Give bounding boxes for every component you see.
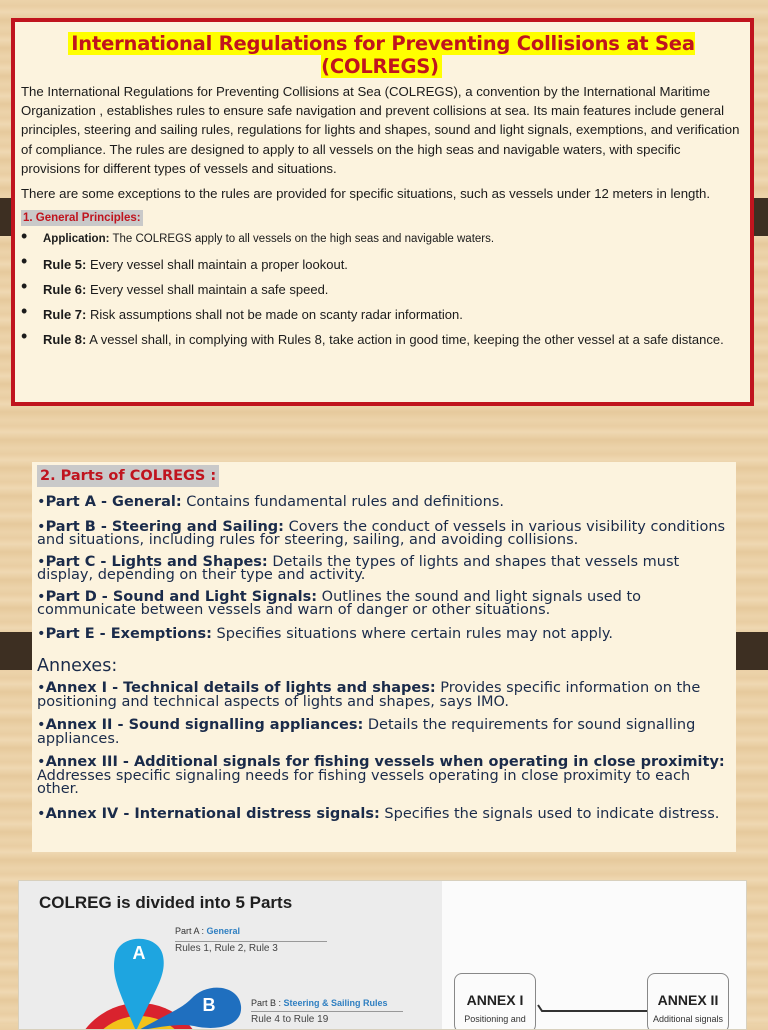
part-label: Part D - Sound and Light Signals: <box>45 588 318 605</box>
rule-text: A vessel shall, in complying with Rules 8, take action in good time, keeping the other vessel at a safe distance. <box>86 332 724 348</box>
page-title: International Regulations for Preventing Collisions at Sea (COLREGS) <box>68 32 695 78</box>
rule-text: Risk assumptions shall not be made on scanty radar information. <box>86 307 463 323</box>
rule-item-application <box>21 230 742 249</box>
intro-paragraph: The International Regulations for Preventing Collisions at Sea (COLREGS), a convention by the International Maritime Organization , establishes rules to ensure safe navigation and prevent collisions at sea. Its main features include general principles, steering and sailing rules, regulations for lights and shapes, sound and light signals, exemptions, and verification of compliance. The rules are designed to apply to all vessels on the high seas and navigable waters, with specific provisions for different types of vessels and situations. <box>21 84 740 176</box>
diagram-left-panel <box>19 881 442 1030</box>
letter-a: A <box>132 943 146 963</box>
colregs-parts-panel <box>32 462 736 852</box>
part-b-label <box>251 998 388 1008</box>
rule-label: Application: <box>43 233 110 246</box>
annex-text: Details the requirements for sound signalling appliances. <box>37 717 696 747</box>
part-text: Specifies situations where certain rules may not apply. <box>211 625 614 642</box>
annex-label: Annex IV - International distress signals: <box>45 805 380 822</box>
rules-list <box>21 230 742 349</box>
letter-b: B <box>202 995 216 1015</box>
annex-item-3: •Annex III - Additional signals for fishing vessels when operating in close proximity: Addresses specific signaling needs for fishing vessels operating in close proximity to each other. <box>37 754 725 797</box>
annex-item-2: •Annex II - Sound signalling appliances: Details the requirements for sound signalling appliances. <box>37 717 696 747</box>
rule-text: Every vessel shall maintain a proper lookout. <box>86 257 348 273</box>
annex-text: Addresses specific signaling needs for fishing vessels operating in close proximity to each other. <box>37 767 691 797</box>
part-a-prefix: Part A : <box>175 926 207 936</box>
rule-label: Rule 6: <box>43 282 87 298</box>
general-principles-heading: 1. General Principles: <box>23 212 141 225</box>
part-b-rules: Rule 4 to Rule 19 <box>251 1014 329 1025</box>
annex-1-title: ANNEX I <box>466 992 524 1008</box>
rule-item-8 <box>21 330 742 349</box>
part-a-name: General <box>206 926 241 936</box>
part-label: Part B - Steering and Sailing: <box>45 518 284 535</box>
annex-item-1: •Annex I - Technical details of lights and shapes: Provides specific information on the positioning and technical aspects of lights and shapes, says IMO. <box>37 680 701 710</box>
diagram-right-panel <box>442 881 746 1030</box>
annex-text: Provides specific information on the positioning and technical aspects of lights and shapes, says IMO. <box>37 680 701 710</box>
part-label: Part A - General: <box>45 494 182 510</box>
rule-label: Rule 7: <box>43 307 87 323</box>
rule-item-5 <box>21 255 742 274</box>
part-a-label <box>175 926 240 936</box>
rule-text: Every vessel shall maintain a safe speed. <box>86 282 329 298</box>
part-item-a: •Part A - General: Contains fundamental rules and definitions. <box>37 494 504 510</box>
part-item-b: •Part B - Steering and Sailing: Covers the conduct of vessels in various visibility conditions and situations, including rules for steering, sailing, and avoiding collisions. <box>37 518 726 548</box>
title-row <box>21 32 742 78</box>
part-a-rules: Rules 1, Rule 2, Rule 3 <box>175 943 278 954</box>
exceptions-paragraph: There are some exceptions to the rules are provided for specific situations, such as vessels under 12 meters in length. <box>21 186 711 202</box>
colreg-parts-diagram <box>18 880 747 1030</box>
part-label: Part E - Exemptions: <box>45 625 212 642</box>
rule-label: Rule 8: <box>43 332 87 348</box>
divider <box>251 1011 403 1012</box>
part-label: Part C - Lights and Shapes: <box>45 553 268 570</box>
part-b-prefix: Part B : <box>251 998 284 1008</box>
rule-text: The COLREGS apply to all vessels on the high seas and navigable waters. <box>109 233 495 246</box>
annex-2-title: ANNEX II <box>657 992 719 1008</box>
part-text: Outlines the sound and light signals used to communicate between vessels and warn of danger or other situations. <box>37 588 642 618</box>
annex-label: Annex III - Additional signals for fishing vessels when operating in close proximity: <box>45 754 725 770</box>
part-text: Details the types of lights and shapes that vessels must display, depending on their type and activity. <box>37 553 680 583</box>
annex-text: Specifies the signals used to indicate distress. <box>379 805 720 822</box>
annex-label: Annex II - Sound signalling appliances: <box>45 717 364 733</box>
colregs-intro-panel <box>11 18 754 406</box>
annexes-heading: Annexes: <box>37 656 118 676</box>
annex-1-subtitle: Positioning and <box>464 1014 526 1024</box>
rule-item-6 <box>21 280 742 299</box>
diagram-heading: COLREG is divided into 5 Parts <box>39 893 293 912</box>
divider <box>175 941 327 942</box>
annex-item-4: •Annex IV - International distress signals: Specifies the signals used to indicate distress. <box>37 805 720 822</box>
part-text: Covers the conduct of vessels in various visibility conditions and situations, including rules for steering, sailing, and avoiding collisions. <box>37 518 726 548</box>
part-item-c: •Part C - Lights and Shapes: Details the types of lights and shapes that vessels must display, depending on their type and activity. <box>37 553 680 583</box>
rule-item-7 <box>21 305 742 324</box>
part-text: Contains fundamental rules and definitions. <box>181 494 504 510</box>
part-item-e: •Part E - Exemptions: Specifies situations where certain rules may not apply. <box>37 625 614 642</box>
annex-2-subtitle: Additional signals <box>652 1014 724 1024</box>
connector-line <box>538 1005 652 1011</box>
part-item-d: •Part D - Sound and Light Signals: Outlines the sound and light signals used to communicate between vessels and warn of danger or other situations. <box>37 588 642 618</box>
annex-label: Annex I - Technical details of lights and shapes: <box>45 680 436 696</box>
part-b-name: Steering & Sailing Rules <box>283 998 388 1008</box>
annex-2-card <box>647 973 729 1030</box>
rule-label: Rule 5: <box>43 257 87 273</box>
parts-heading: 2. Parts of COLREGS : <box>37 465 219 487</box>
